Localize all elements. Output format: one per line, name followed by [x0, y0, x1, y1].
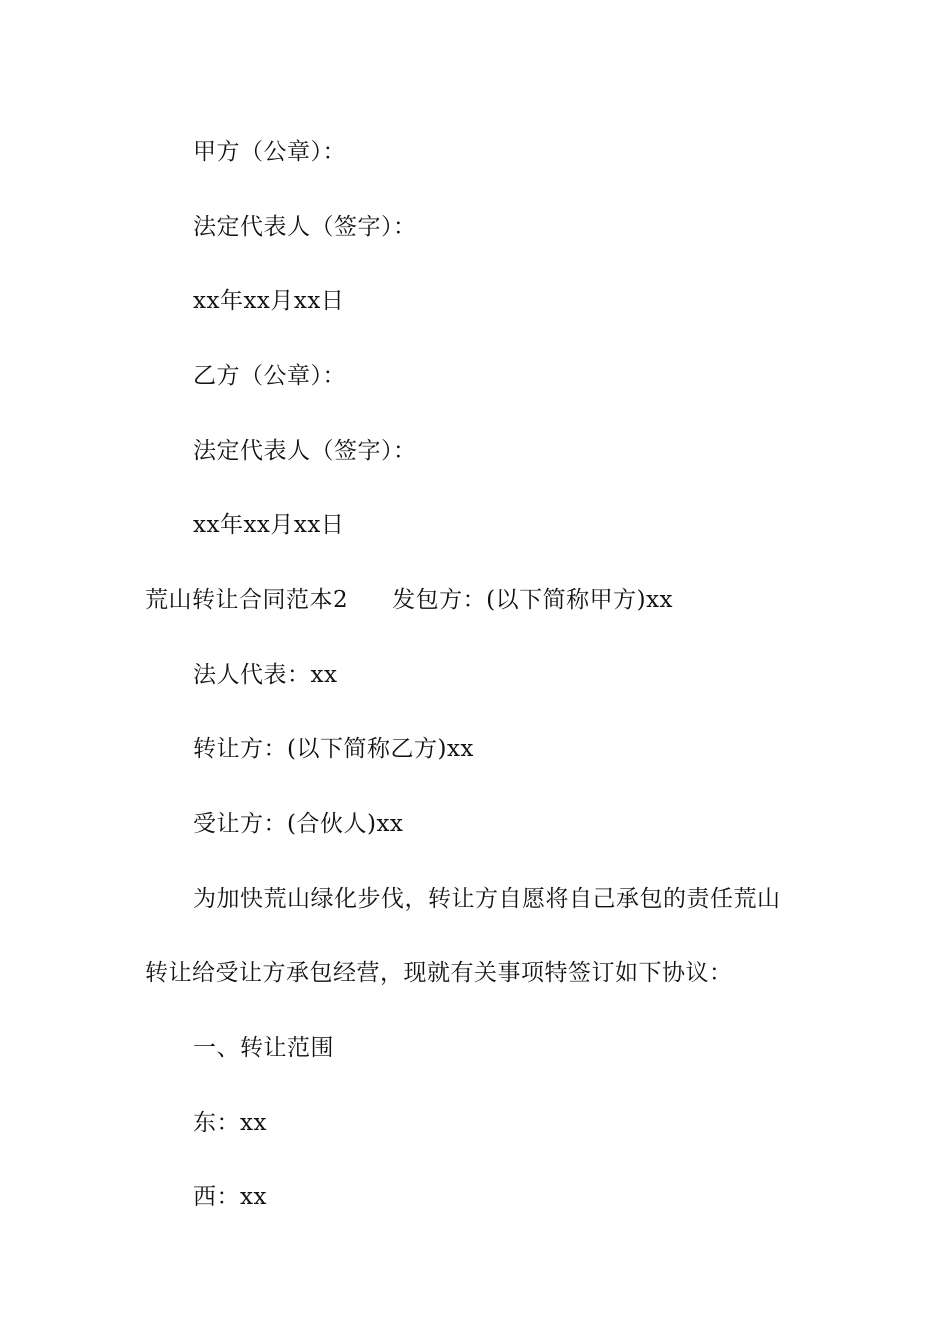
party-a-seal-line: 甲方（公章）：	[193, 139, 346, 165]
preamble-line-2: 转让给受让方承包经营，现就有关事项特签订如下协议：	[145, 960, 733, 986]
boundary-east: 东：xx	[193, 1110, 267, 1136]
party-a-date-line: xx年xx月xx日	[193, 288, 345, 314]
party-b-seal-line: 乙方（公章）：	[193, 363, 346, 389]
party-b-date-line: xx年xx月xx日	[193, 512, 345, 538]
transferee-line: 受让方：(合伙人)xx	[193, 811, 404, 837]
party-b-representative-line: 法定代表人（签字）：	[193, 438, 417, 464]
party-a-representative-line: 法定代表人（签字）：	[193, 214, 417, 240]
contractor-line: 发包方：(以下简称甲方)xx	[392, 587, 674, 613]
boundary-west: 西：xx	[193, 1184, 267, 1210]
section-heading-line	[145, 585, 673, 615]
transferor-line: 转让方：(以下简称乙方)xx	[193, 736, 474, 762]
clause-title: 一、转让范围	[193, 1035, 334, 1061]
section-title: 荒山转让合同范本2	[145, 587, 349, 613]
preamble-line-1: 为加快荒山绿化步伐，转让方自愿将自己承包的责任荒山	[193, 886, 781, 912]
legal-representative-line: 法人代表：xx	[193, 662, 338, 688]
